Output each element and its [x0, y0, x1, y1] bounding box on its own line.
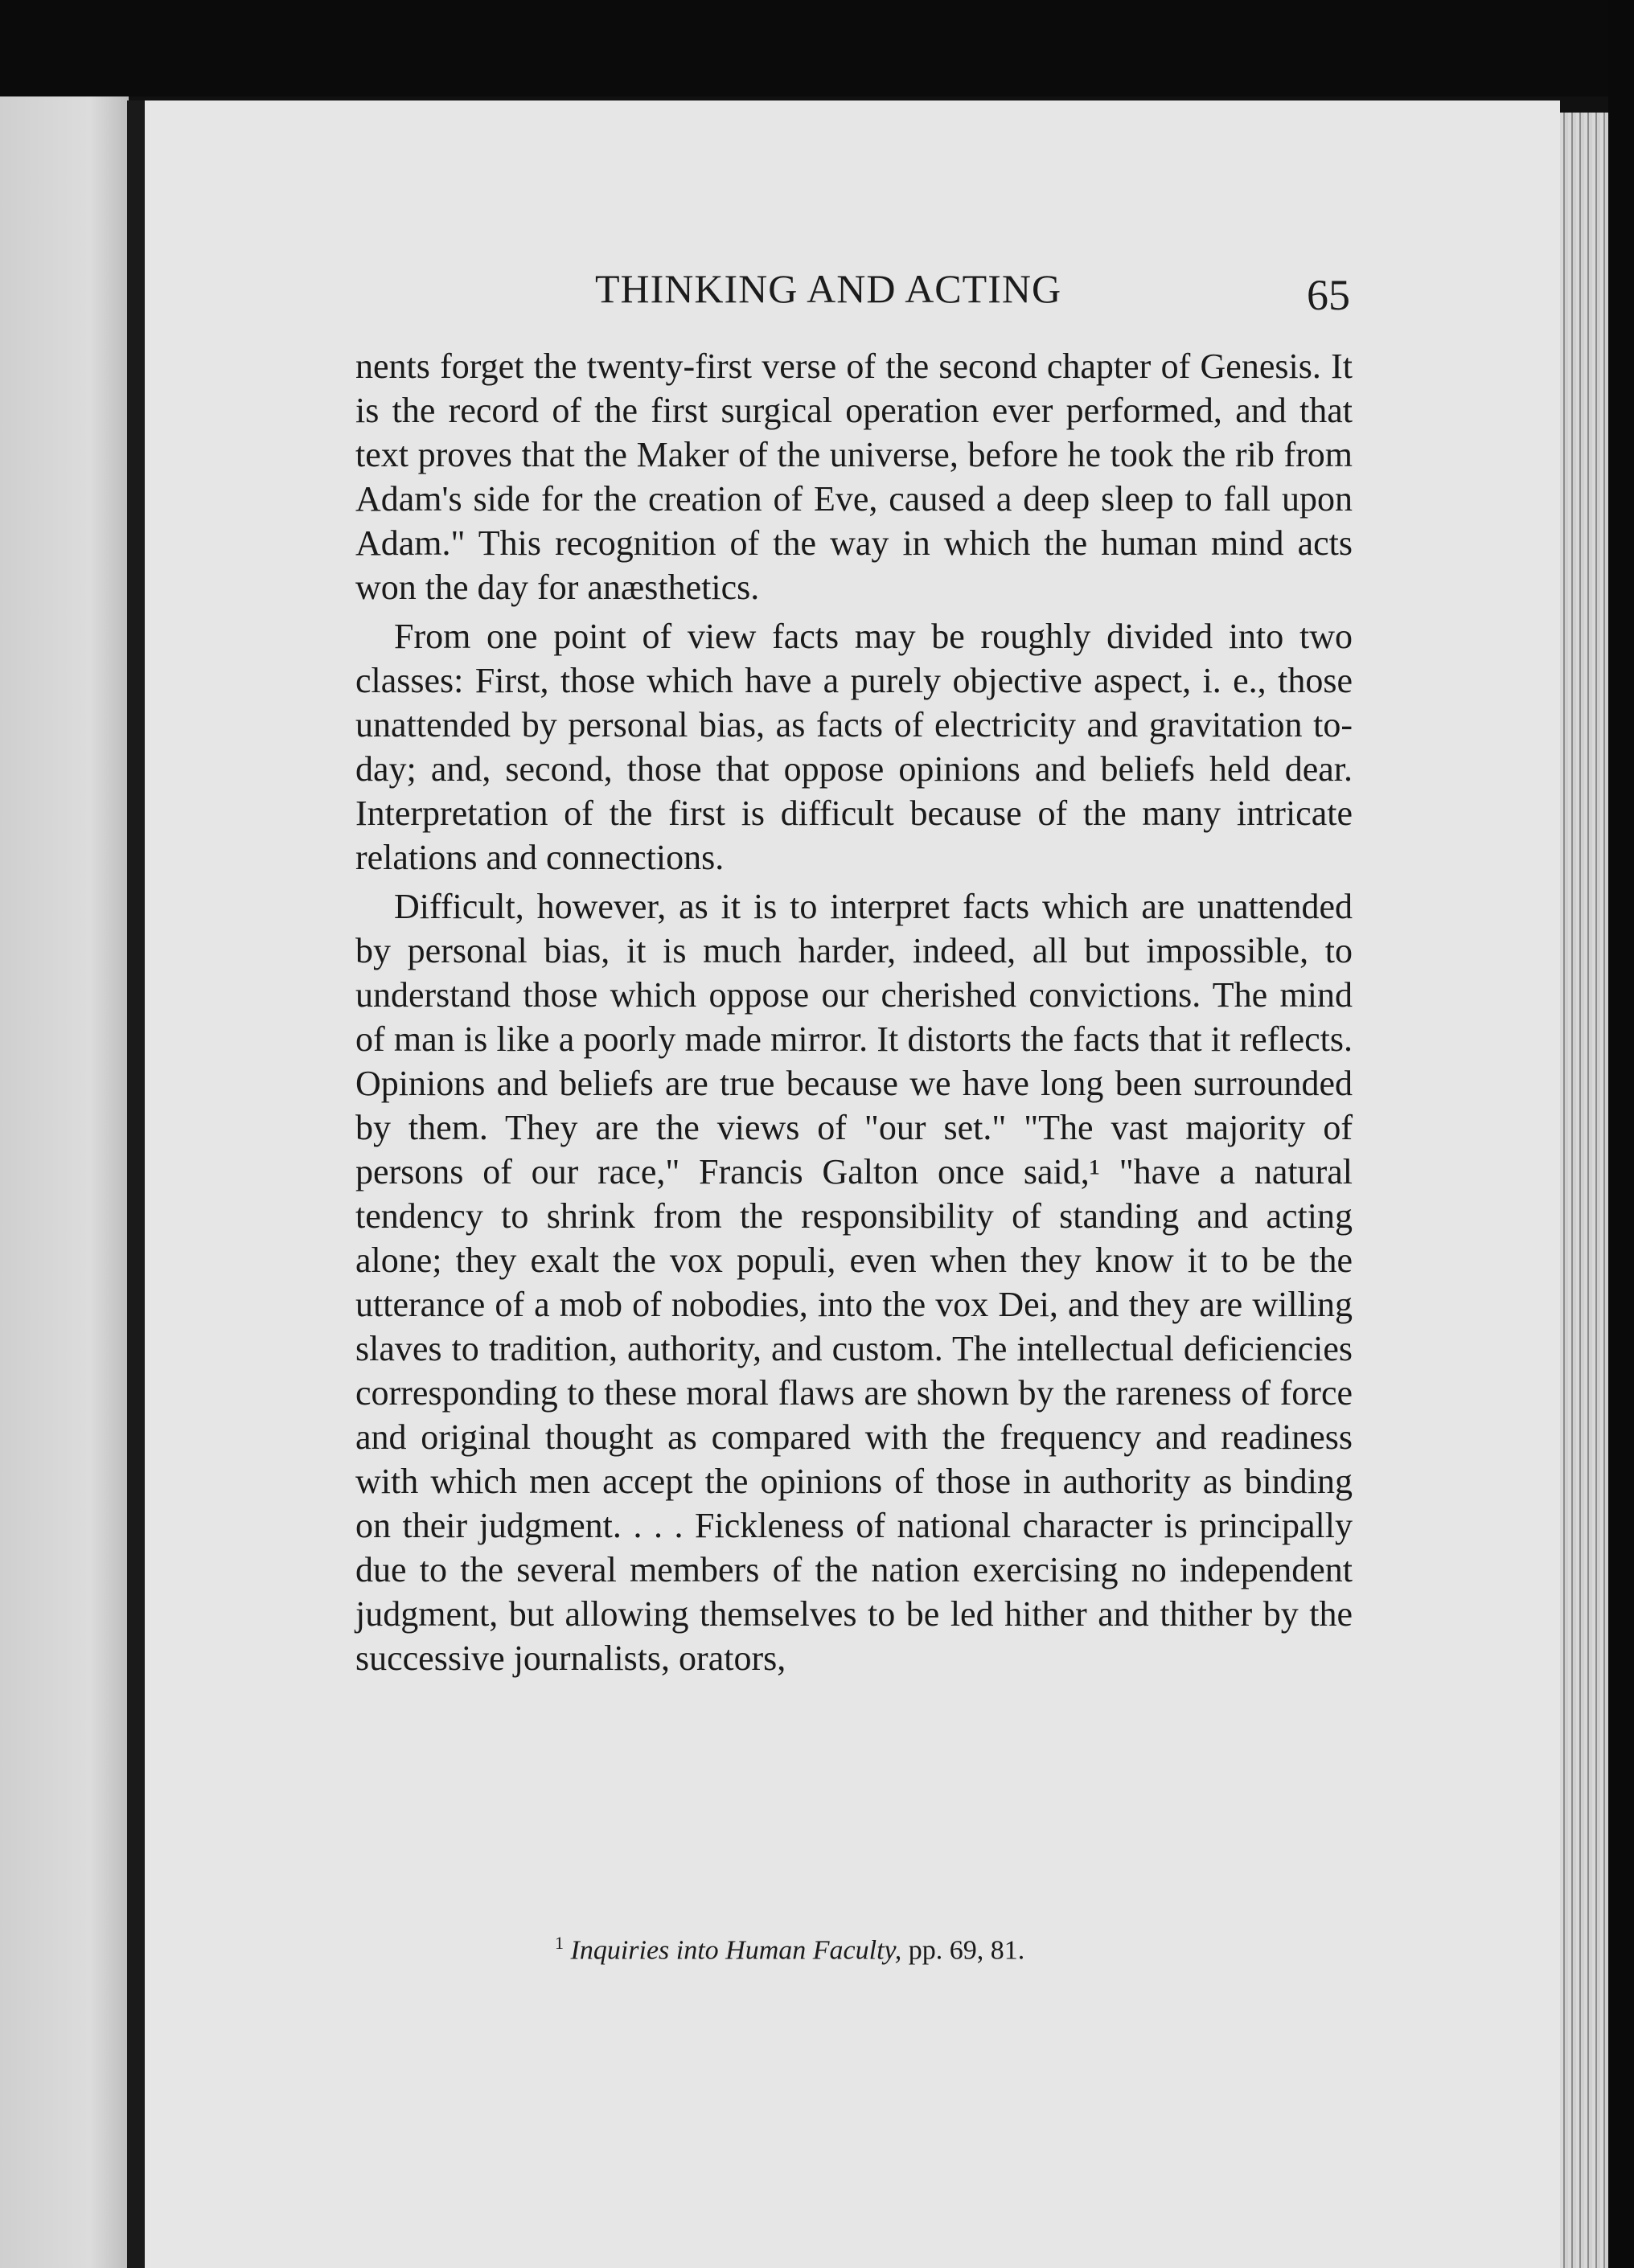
- body-text: [355, 344, 1353, 1680]
- page-number: 65: [1307, 271, 1350, 319]
- paragraph-two-classes: From one point of view facts may be roughly divided into two classes: First, those which have a purely objective aspect, i. e., those unattended by personal bias, as facts of electricity and gravitation to-day; and, second, those that oppose opinions and beliefs held dear. Interpretation of the first is difficult because of the many intricate relations and connections.: [355, 617, 1353, 877]
- paragraph-galton-quote: Difficult, however, as it is to interpret facts which are unattended by personal bias, it is much harder, indeed, all but impossible, to understand those which oppose our cherished convictions. The mind of man is like a poorly made mirror. It distorts the facts that it reflects. Opinions and beliefs are true because we have long been surrounded by them. They are the views of "our set." "The vast majority of persons of our race," Francis Galton once said,¹ "have a natural tendency to shrink from the responsibility of standing and acting alone; they exalt the vox populi, even when they know it to be the utterance of a mob of nobodies, into the vox Dei, and they are willing slaves to tradition, authority, and custom. The intellectual deficiencies corresponding to these moral flaws are shown by the rareness of force and original thought as compared with the frequency and readiness with which men accept the opinions of those in authority as binding on their judgment. . . . Fickleness of national character is principally due to the several members of the nation exercising no independent judgment, but allowing themselves to be led hither and thither by the successive journalists, orators,: [355, 887, 1353, 1678]
- footnote-title: Inquiries into Human Faculty,: [570, 1935, 902, 1966]
- running-head: THINKING AND ACTING: [595, 266, 1062, 311]
- scan-background-right: [1608, 0, 1634, 2268]
- footnote-marker: 1: [555, 1933, 564, 1953]
- footnote-pages: pp. 69, 81.: [901, 1935, 1025, 1966]
- page-stack-edge: [1560, 113, 1608, 2268]
- facing-page-edge: [0, 96, 129, 2268]
- footnote: [555, 1933, 1279, 1966]
- scan-background-top: [0, 0, 1634, 96]
- paragraph-continued: nents forget the twenty-first verse of the second chapter of Genesis. It is the record of the first surgical operation ever performed, and that text proves that the Maker of the universe, before he took the rib from Adam's side for the creation of Eve, caused a deep sleep to fall upon Adam." This recognition of the way in which the human mind acts won the day for anæsthetics.: [355, 347, 1353, 607]
